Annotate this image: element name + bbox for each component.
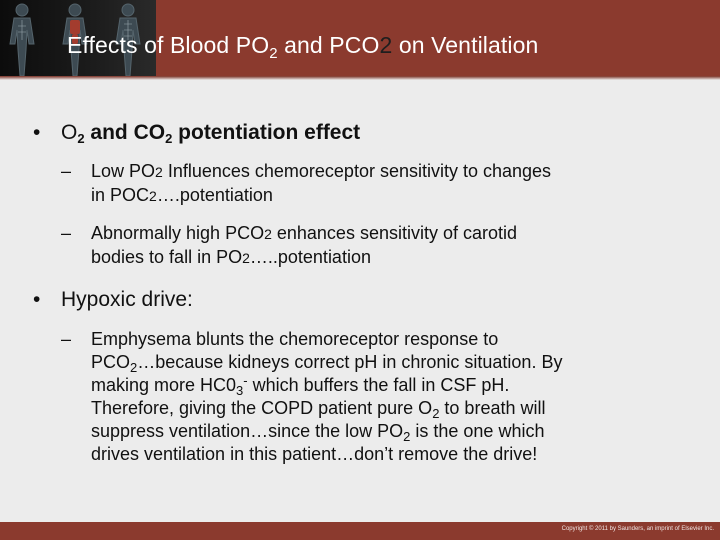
bullet-marker: • (33, 121, 41, 144)
text-span: enhances sensitivity of carotid (271, 223, 518, 243)
small-2: 2 (149, 188, 157, 204)
small-2: 2 (264, 226, 272, 242)
text-span: Abnormally high PCO (91, 223, 265, 243)
dash-marker: – (61, 161, 72, 181)
bullet-text (61, 121, 360, 145)
title-part-ventilation: on Ventilation (392, 32, 539, 58)
subbullet-text (91, 160, 691, 208)
text-span: suppress ventilation…since the low PO (91, 421, 404, 441)
small-2: 2 (242, 250, 250, 266)
subscript: 2 (165, 131, 173, 146)
text-span: Emphysema blunts the chemoreceptor response to (91, 329, 499, 349)
subbullet-text (91, 222, 691, 270)
text-span: Therefore, giving the COPD patient pure O (91, 398, 433, 418)
text-span: bodies to fall in PO (91, 247, 243, 267)
text-span: in POC (91, 185, 150, 205)
subscript: 2 (77, 131, 85, 146)
bullet-marker: • (33, 288, 41, 311)
text-span: making more HC0 (91, 375, 237, 395)
subscript: 2 (130, 360, 138, 375)
text-span: drives ventilation in this patient…don’t remove the drive! (91, 444, 538, 464)
title-part-2: 2 (379, 32, 393, 58)
dash-marker: – (61, 329, 72, 349)
dash-marker: – (61, 223, 72, 243)
text-span: PCO (91, 352, 131, 372)
title-part-effects: Effects (67, 32, 138, 58)
footer-bar (0, 522, 720, 540)
copyright-text: Copyright © 2011 by Saunders, an imprint of Elsevier Inc. (561, 526, 714, 532)
title-subscript-2: 2 (269, 45, 278, 62)
text-span: to breath will (439, 398, 546, 418)
small-2: 2 (155, 164, 163, 180)
text-span: Low PO (91, 161, 156, 181)
co2-text: and CO (84, 121, 166, 144)
title-part-po: of Blood PO (137, 32, 270, 58)
title-part-pco: and PCO (277, 32, 380, 58)
text-span: is the one which (410, 421, 545, 441)
subscript: 2 (432, 406, 440, 421)
text-span: Influences chemoreceptor sensitivity to changes (162, 161, 552, 181)
subscript: 3 (236, 383, 244, 398)
text-span: ….potentiation (156, 185, 273, 205)
superscript: - (243, 373, 248, 388)
text-span: …..potentiation (249, 247, 371, 267)
o2-text: O (61, 121, 78, 144)
bullet-text: Hypoxic drive: (61, 288, 193, 311)
text-span: …because kidneys correct pH in chronic situation. By (137, 352, 563, 372)
text-span: which buffers the fall in CSF pH. (247, 375, 510, 395)
potentiation-text: potentiation effect (172, 121, 361, 144)
subscript: 2 (403, 429, 411, 444)
subbullet-text (91, 328, 691, 466)
